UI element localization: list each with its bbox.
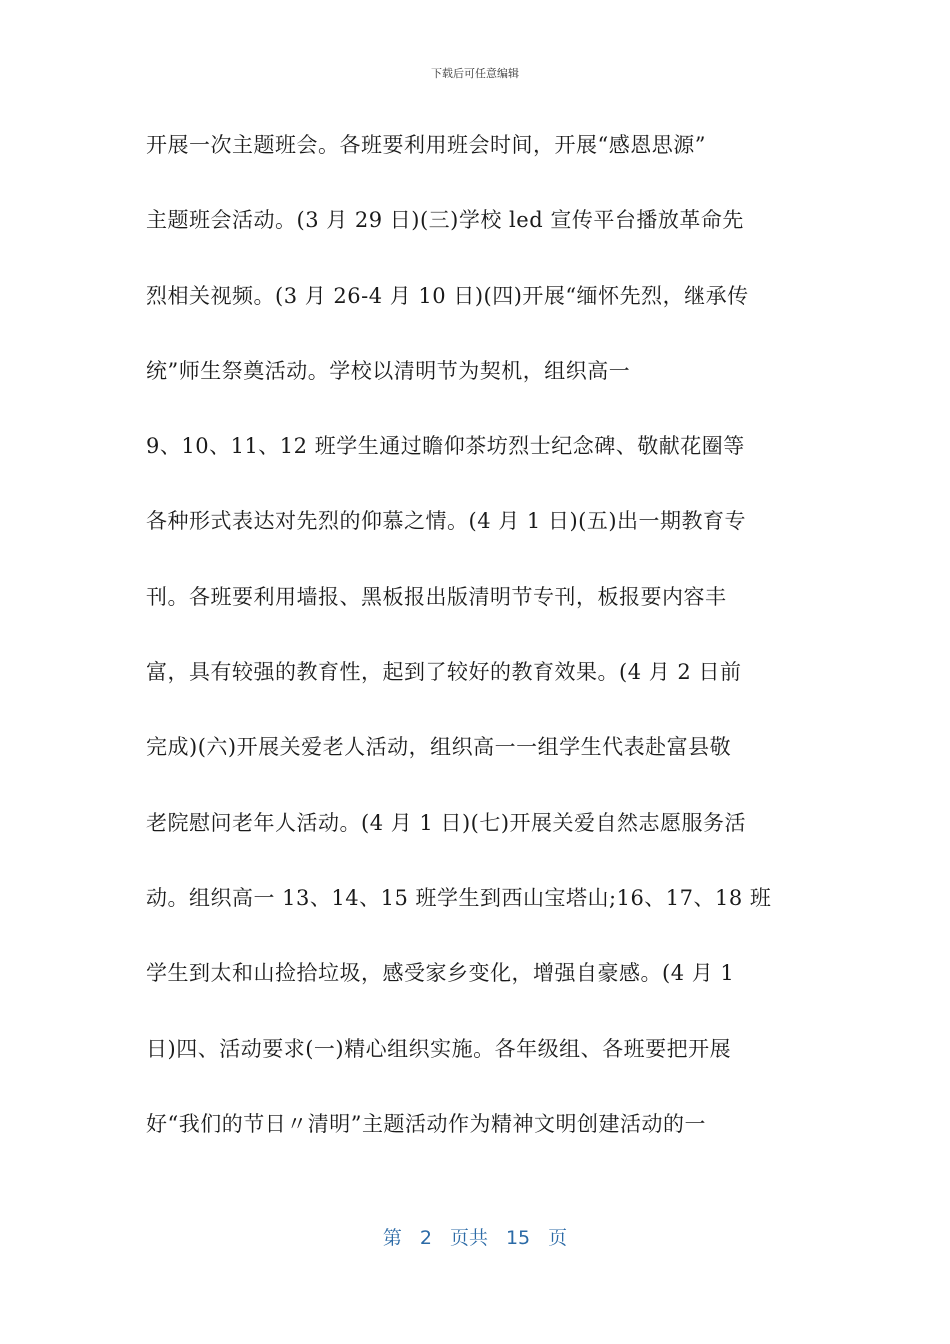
text-line: 完成)(六)开展关爱老人活动，组织高一一组学生代表赴富县敬 [146, 735, 732, 760]
footer-total-pages: 15 [505, 1227, 531, 1249]
page-footer [0, 1224, 950, 1252]
text-line: 开展一次主题班会。各班要利用班会时间，开展“感恩思源” [146, 133, 706, 157]
text-line: 日)四、活动要求(一)精心组织实施。各年级组、各班要把开展 [146, 1036, 732, 1061]
text-line: 老院慰问老年人活动。(4 月 1 日)(七)开展关爱自然志愿服务活 [146, 810, 747, 835]
text-line: 主题班会活动。(3 月 29 日)(三)学校 led 宣传平台播放革命先 [146, 208, 744, 233]
body-text [146, 120, 814, 1174]
footer-suffix: 页 [548, 1227, 568, 1249]
text-line: 学生到太和山捡拾垃圾，感受家乡变化，增强自豪感。(4 月 1 [146, 961, 735, 986]
text-line: 好“我们的节日〃清明”主题活动作为精神文明创建活动的一 [146, 1111, 706, 1136]
footer-prefix: 第 [382, 1227, 402, 1249]
text-line: 刊。各班要利用墙报、黑板报出版清明节专刊，板报要内容丰 [146, 584, 727, 609]
text-line: 烈相关视频。(3 月 26-4 月 10 日)(四)开展“缅怀先烈，继承传 [146, 283, 749, 308]
text-line: 9、10、11、12 班学生通过瞻仰茶坊烈士纪念碑、敬献花圈等 [146, 434, 745, 459]
text-line: 各种形式表达对先烈的仰慕之情。(4 月 1 日)(五)出一期教育专 [146, 509, 747, 534]
text-line: 动。组织高一 13、14、15 班学生到西山宝塔山;16、17、18 班 [146, 885, 772, 910]
text-line: 统”师生祭奠活动。学校以清明节为契机，组织高一 [146, 358, 631, 383]
header-note: 下载后可任意编辑 [431, 67, 519, 80]
footer-middle: 页共 [449, 1227, 488, 1249]
text-line: 富，具有较强的教育性，起到了较好的教育效果。(4 月 2 日前 [146, 660, 742, 685]
footer-current-page: 2 [419, 1227, 432, 1249]
